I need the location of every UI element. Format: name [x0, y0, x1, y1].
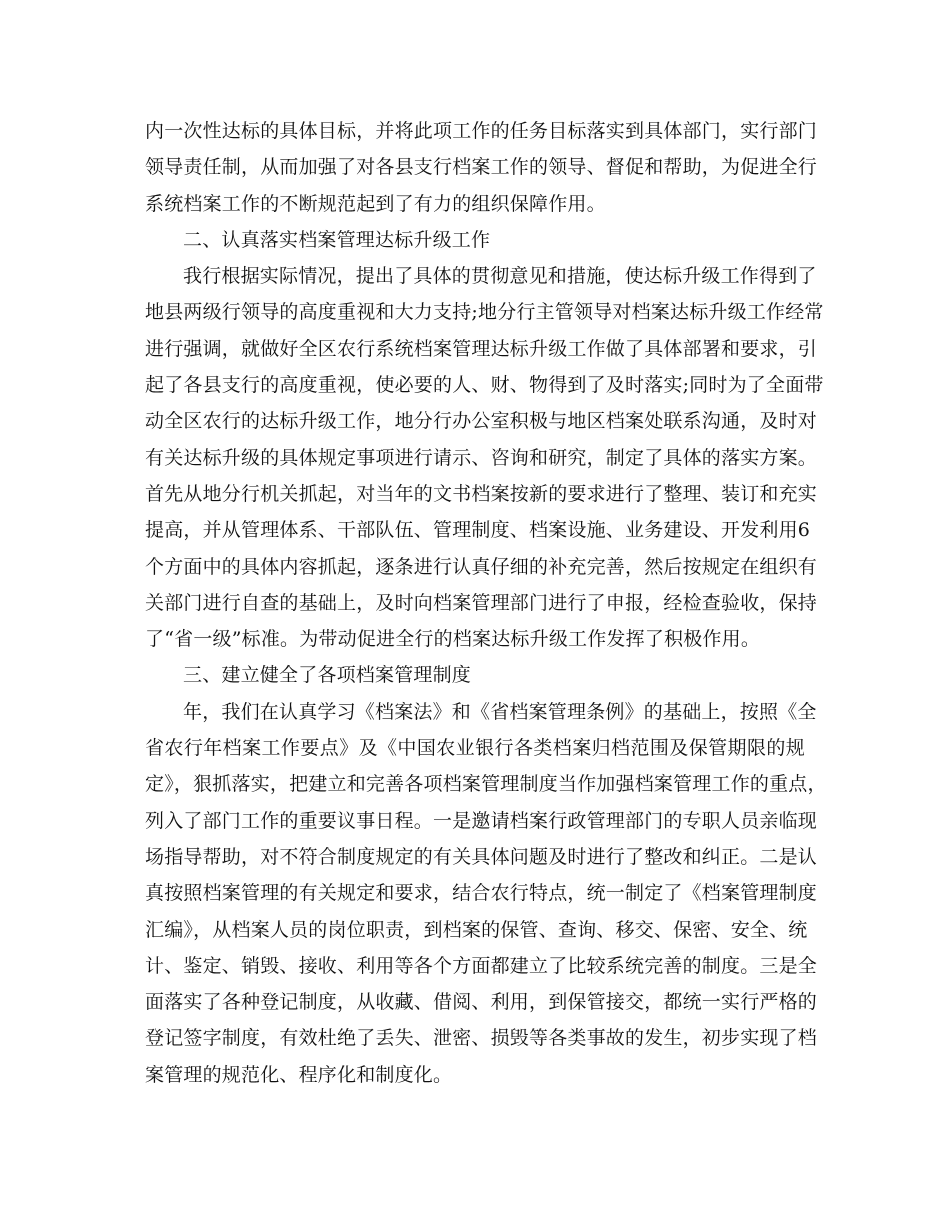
text-line: 起了各县支行的高度重视，使必要的人、财、物得到了及时落实;同时为了全面带 [145, 374, 824, 397]
text-line: 列入了部门工作的重要议事日程。一是邀请档案行政管理部门的专职人员亲临现 [145, 809, 818, 832]
section-heading-2 [145, 222, 805, 258]
text-line: 系统档案工作的不断规范起到了有力的组织保障作用。 [145, 192, 606, 215]
text-line: 汇编》，从档案人员的岗位职责，到档案的保管、查询、移交、保密、安全、统 [145, 918, 808, 941]
text-line: 领导责任制，从而加强了对各县支行档案工作的领导、督促和帮助，为促进全行 [145, 156, 818, 179]
text-line: 动全区农行的达标升级工作，地分行办公室积极与地区档案处联系沟通，及时对 [145, 410, 818, 433]
text-line: 真按照档案管理的有关规定和要求，结合农行特点，统一制定了《档案管理制度 [145, 882, 818, 905]
paragraph-3 [145, 694, 827, 1093]
text-line: 面落实了各种登记制度，从收藏、借阅、利用，到保管接交，都统一实行严格的 [145, 991, 818, 1014]
text-line: 首先从地分行机关抓起，对当年的文书档案按新的要求进行了整理、装订和充实 [145, 482, 818, 505]
text-line: 提高，并从管理体系、干部队伍、管理制度、档案设施、业务建设、开发利用6 [145, 519, 811, 542]
text-line: 了“省一级”标准。为带动促进全行的档案达标升级工作发挥了积极作用。 [145, 628, 761, 651]
text-line: 计、鉴定、销毁、接收、利用等各个方面都建立了比较系统完善的制度。三是全 [145, 954, 818, 977]
text-line: 有关达标升级的具体规定事项进行请示、咨询和研究，制定了具体的落实方案。 [145, 446, 818, 469]
text-line: 我行根据实际情况，提出了具体的贯彻意见和措施，使达标升级工作得到了 [183, 265, 817, 288]
heading-line: 二、认真落实档案管理达标升级工作 [183, 228, 491, 251]
text-line: 进行强调，就做好全区农行系统档案管理达标升级工作做了具体部署和要求，引 [145, 337, 818, 360]
text-line: 个方面中的具体内容抓起，逐条进行认真仔细的补充完善，然后按规定在组织有 [145, 555, 818, 578]
text-line: 省农行年档案工作要点》及《中国农业银行各类档案归档范围及保管期限的规 [145, 737, 805, 760]
document-body [145, 113, 827, 1093]
text-line: 关部门进行自查的基础上，及时向档案管理部门进行了申报，经检查验收，保持 [145, 591, 818, 614]
text-line: 案管理的规范化、程序化和制度化。 [145, 1063, 453, 1086]
text-line: 地县两级行领导的高度重视和大力支持;地分行主管领导对档案达标升级工作经常 [145, 301, 824, 324]
text-line: 内一次性达标的具体目标，并将此项工作的任务目标落实到具体部门，实行部门 [145, 120, 818, 142]
section-heading-3 [145, 657, 805, 693]
paragraph-1 [145, 113, 818, 222]
text-line: 定》，狠抓落实，把建立和完善各项档案管理制度当作加强档案管理工作的重点， [145, 773, 827, 796]
paragraph-2 [145, 258, 824, 657]
text-line: 登记签字制度，有效杜绝了丢失、泄密、损毁等各类事故的发生，初步实现了档 [145, 1027, 818, 1050]
text-line: 场指导帮助，对不符合制度规定的有关具体问题及时进行了整改和纠正。二是认 [145, 845, 818, 868]
text-line: 年，我们在认真学习《档案法》和《省档案管理条例》的基础上，按照《全 [183, 700, 817, 723]
heading-line: 三、建立健全了各项档案管理制度 [183, 664, 472, 687]
